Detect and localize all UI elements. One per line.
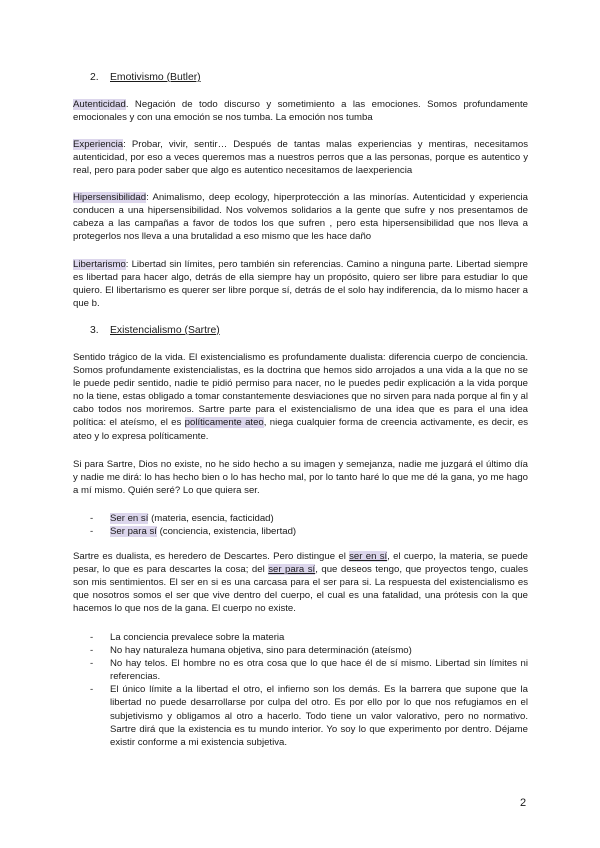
term-autenticidad: Autenticidad bbox=[73, 99, 126, 110]
list-item bbox=[90, 683, 528, 748]
ser-list bbox=[90, 512, 500, 538]
list-dash: - bbox=[90, 526, 94, 538]
list-item-text: La conciencia prevalece sobre la materia bbox=[110, 632, 285, 643]
section-title: Emotivismo (Butler) bbox=[110, 72, 201, 83]
paragraph-text: Sartre es dualista, es heredero de Descartes. Pero distingue el bbox=[73, 551, 350, 562]
list-item bbox=[90, 512, 500, 525]
list-item-text: No hay naturaleza humana objetiva, sino para determinación (ateísmo) bbox=[110, 645, 412, 657]
paragraph-text: : Libertad sin límites, pero también sin referencias. Camino a ninguna parte. Libertad siempre es libertad para hacer algo, detrás de ella siempre hay un propósito, quiero ser libre para estudiar lo que quiero. El libertarismo es querer ser libre porque sí, detrás de el solo hay indiferencia, da lo mismo hacer a que b. bbox=[73, 259, 528, 310]
paragraph-experiencia bbox=[73, 138, 528, 177]
paragraph-text: : Probar, vivir, sentir… Después de tantas malas experiencias y mentiras, necesitamos autenticidad, por eso a veces queremos mas a nuestros perros que a las personas, porque es autentico y real, pero para poder saber que algo es autentico necesitamos de laexperiencia bbox=[73, 139, 528, 177]
paragraph-autenticidad bbox=[73, 98, 528, 124]
paragraph-text: Si para Sartre, Dios no existe, no he sido hecho a su imagen y semejanza, nadie me juzgará el último día y nadie me dirá: lo has hecho bien o lo has hecho mal, por lo tanto haré lo que me dé la gana, yo me hago a mí mismo. Quién seré? Lo que quiera ser. bbox=[73, 459, 528, 497]
term-hipersensibilidad: Hipersensibilidad bbox=[73, 192, 147, 203]
term-libertarismo: Libertarismo bbox=[73, 259, 126, 270]
paragraph-libertarismo bbox=[73, 258, 528, 310]
list-dash: - bbox=[90, 513, 94, 524]
highlight-politicamente-ateo: políticamente ateo bbox=[184, 417, 264, 429]
paragraph-text: . Negación de todo discurso y sometimiento a las emociones. Somos profundamente emocionales y con una emoción se nos tumba. La emoción nos tumba bbox=[73, 99, 528, 124]
term-ser-para-si: ser para sí bbox=[268, 564, 316, 576]
term-ser-en-si: ser en sí bbox=[349, 551, 388, 562]
paragraph-dualista bbox=[73, 550, 528, 615]
term-ser-para-si: Ser para sí bbox=[110, 526, 157, 538]
paragraph-text: , el cuerpo, la materia, se puede pesar, lo que es para descartes la cosa; del bbox=[73, 551, 528, 576]
paragraph-text: , que deseos tengo, que proyectos tengo, cuales son mis sentimientos. El ser en si es una carcasa para el ser para si. La respuesta del existencialismo es que nosotros somos el ser que vive dentro del cuerpo, el cual es una fatalidad, una prótesis con la que hacemos lo que nos de la gana. El cuerpo no existe. bbox=[73, 564, 528, 615]
list-dash: - bbox=[90, 632, 94, 643]
list-item bbox=[90, 657, 528, 683]
paragraph-text: Sentido trágico de la vida. El existencialismo es profundamente dualista: diferencia cuerpo de conciencia. Somos profundamente existencialistas, es la doctrina que hemos sido arrojados a una vida a la que no se le puede pedir sentido, nadie te pidió permiso para nacer, no le puedes pedir explicación a la vida porque no la tiene, estas obligado a tomar constantemente desviaciones que no sirven para nada porque al fin y al cabo todos nos moriremos. Sartre parte para el existencialismo de una idea que es para el una idea política: el ateísmo, el es bbox=[73, 352, 528, 429]
section-heading-emotivismo bbox=[90, 71, 201, 84]
page-number: 2 bbox=[520, 797, 527, 809]
list-dash: - bbox=[90, 658, 94, 670]
section-number: 3. bbox=[90, 325, 99, 336]
paragraph-dios bbox=[73, 458, 528, 497]
list-dash: - bbox=[90, 684, 94, 696]
list-item-text: (conciencia, existencia, libertad) bbox=[156, 526, 297, 538]
list-dash: - bbox=[90, 645, 94, 657]
list-item-text: El único límite a la libertad el otro, el infierno son los demás. Es la barrera que supone que la libertad no puede desarrollarse por culpa del otro. Es por ello por lo que nos refugiamos en el subjetivismo y obligamos al otro a hacerlo. Todo tiene un valor valorativo, pero no normativo. Sartre dirá que la existencia es tu mundo interior. Yo soy lo que experimento por dentro. Déjame existir conforme a mi existencia subjetiva. bbox=[110, 684, 528, 748]
list-item bbox=[90, 631, 528, 644]
paragraph-text: : Animalismo, deep ecology, hiperprotección a las minorías. Autenticidad y experiencia conducen a una hipersensibilidad. Nos volvemos solidarios a la gente que sufre y nos presentamos de cabeza a las campañas a favor de todos los que sufren , pero esta hipersensibilidad que nos lleva a protegerlos nos lleva a una brutalidad a eso mismo que les hace daño bbox=[73, 192, 528, 243]
paragraph-sentido-tragico bbox=[73, 351, 528, 443]
paragraph-hipersensibilidad bbox=[73, 191, 528, 243]
section-title: Existencialismo (Sartre) bbox=[110, 325, 220, 336]
list-item-text: (materia, esencia, facticidad) bbox=[148, 513, 274, 524]
term-experiencia: Experiencia bbox=[73, 139, 124, 150]
list-item bbox=[90, 644, 528, 657]
term-ser-en-si: Ser en sí bbox=[110, 513, 149, 524]
list-item bbox=[90, 525, 500, 538]
section-heading-existencialismo bbox=[90, 324, 220, 337]
section-number: 2. bbox=[90, 72, 99, 83]
list-item-text: No hay telos. El hombre no es otra cosa que lo que hace él de sí mismo. Libertad sin límites ni referencias. bbox=[110, 658, 528, 683]
paragraph-text: , niega cualquier forma de creencia activamente, es decir, es ateo y lo expresa políticamente. bbox=[73, 417, 529, 442]
conciencia-list bbox=[90, 631, 528, 749]
